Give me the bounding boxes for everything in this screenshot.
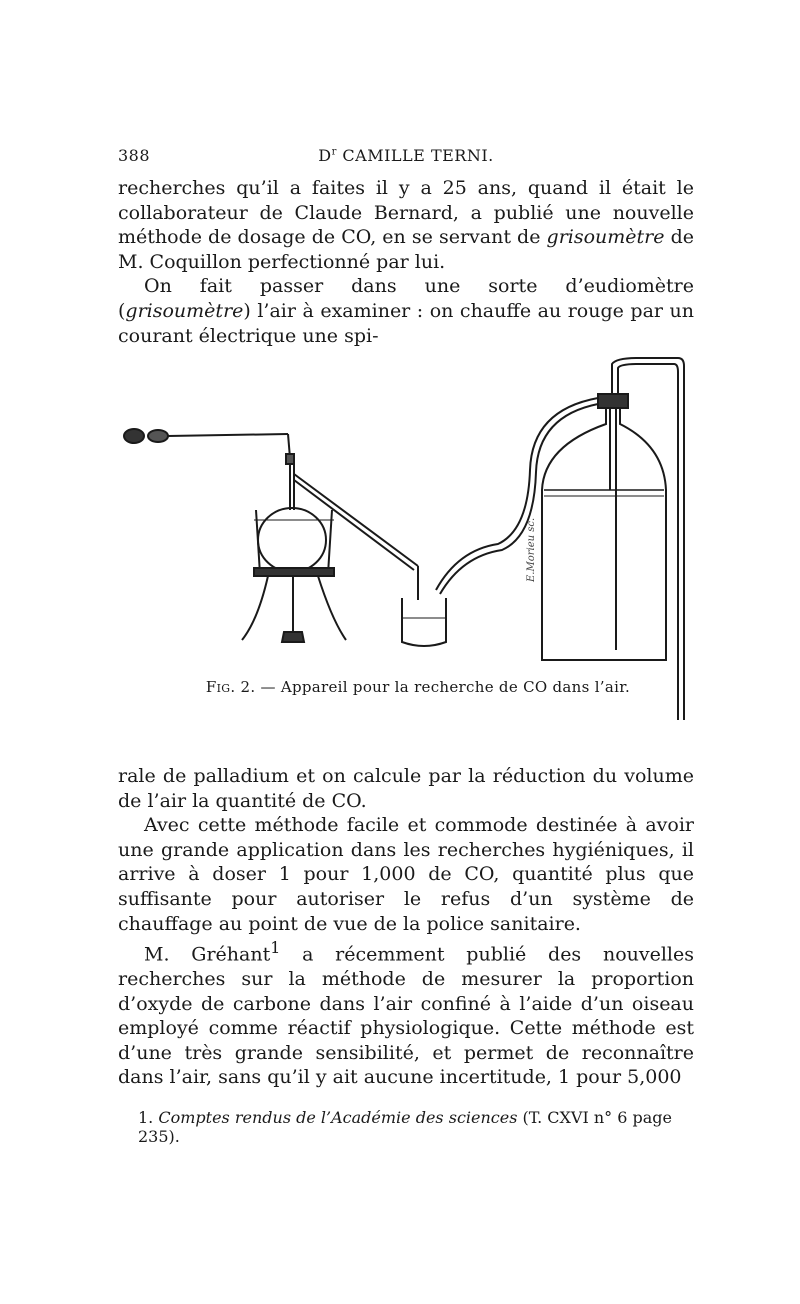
paragraph: rale de palladium et on calcule par la réduction du volume de l’air la quantité de CO. xyxy=(118,765,694,812)
body-text-bottom xyxy=(118,764,694,1090)
paragraph: Avec cette méthode facile et commode destinée à avoir une grande application dans les recherches hygiéniques, il arrive à doser 1 pour 1,000 de CO, quantité plus que suffisante pour autoriser le refus d’un système de chauffage au point de vue de la police sanitaire. xyxy=(118,814,694,935)
footnote: 1. Comptes rendus de l’Académie des sciences (T. CXVI n° 6 page 235). xyxy=(138,1108,672,1146)
page-number: 388 xyxy=(118,146,151,165)
running-title: $D^r$ CAMILLE TERNI. xyxy=(318,146,494,165)
page-header xyxy=(118,146,694,170)
figure-caption: Fig. 2. — Appareil pour la recherche de CO dans l’air. xyxy=(205,678,631,696)
paragraph: recherches qu’il a faites il y a 25 ans, quand il était le collaborateur de Claude Bernard, a publié une nouvelle méthode de dosage de CO, en se servant de grisoumètre de M. Coquillon perfectionné par lui. xyxy=(118,177,695,273)
paragraph: M. Gréhant$^1$ a récemment publié des nouvelles recherches sur la méthode de mesurer la proportion d’oxyde de carbone dans l’air confiné à l’aide d’un oiseau employé comme réactif physiologique. Cette méthode est d’une très grande sensibilité, et permet de reconnaître dans l’air, sans qu’il y ait aucune incertitude, 1 pour 5,000 xyxy=(118,938,694,1089)
apparatus-figure xyxy=(118,350,698,730)
engraver-signature: E.Morieu sc. xyxy=(526,517,537,582)
paragraph: On fait passer dans une sorte d’eudiomètre (grisoumètre) l’air à examiner : on chauffe au rouge par un courant électrique une spi- xyxy=(118,275,694,347)
body-text-top xyxy=(118,176,694,348)
apparatus-illustration xyxy=(118,350,698,730)
